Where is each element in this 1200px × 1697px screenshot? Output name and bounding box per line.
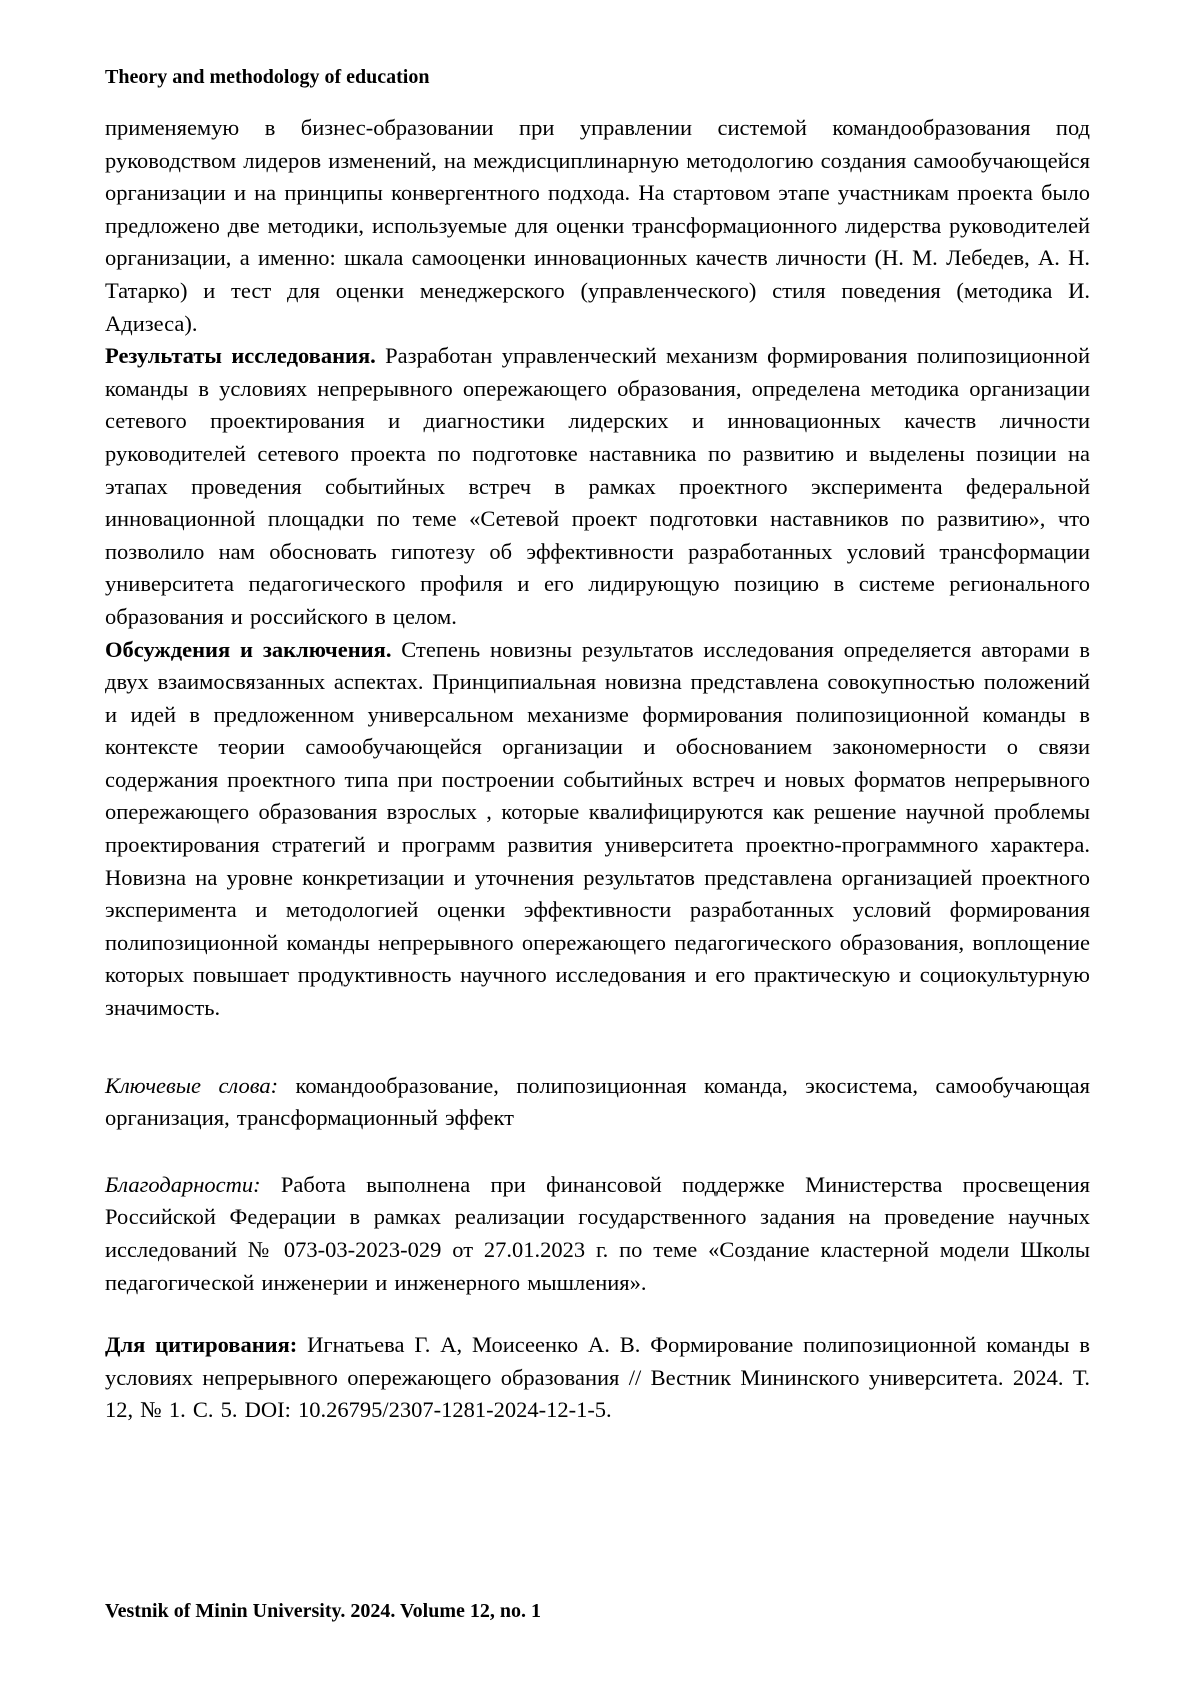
discussion-paragraph: [105, 634, 1090, 1025]
acknowledgments-label: Благодарности:: [105, 1171, 281, 1197]
acknowledgments-text: Работа выполнена при финансовой поддержке Министерства просвещения Российской Федерации в рамках реализации государственного задания на проведение научных исследований № 073-03-2023-029 от 27.01.2023 г. по теме «Создание кластерной модели Школы педагогической инженерии и инженерного мышления».: [105, 1171, 1090, 1295]
citation-text: Игнатьева Г. А, Моисеенко А. В. Формирование полипозиционной команды в условиях непрерывного опережающего образования // Вестник Мининского университета. 2024. Т. 12, № 1. С. 5. DOI: 10.26795/2307-1281-2024-12-1-5.: [105, 1332, 1090, 1423]
page-footer: Vestnik of Minin University. 2024. Volume 12, no. 1: [105, 1600, 541, 1622]
citation-paragraph: [105, 1329, 1090, 1427]
acknowledgments-paragraph: [105, 1169, 1090, 1299]
document-page: [105, 0, 1090, 1697]
results-heading: Результаты исследования.: [105, 343, 386, 369]
abstract-continuation-paragraph: [105, 112, 1090, 340]
keywords-text: командообразование, полипозиционная команда, экосистема, самообучающая организация, трансформационный эффект: [105, 1072, 1090, 1131]
keywords-paragraph: [105, 1070, 1090, 1135]
keywords-label: Ключевые слова:: [105, 1072, 296, 1098]
discussion-text: Степень новизны результатов исследования определяется авторами в двух взаимосвязанных аспектах. Принципиальная новизна представлена совокупностью положений и идей в предложенном универсальном механизме формирования полипозиционной команды в контексте теории самообучающейся организации и обоснованием закономерности о связи содержания проектного типа при построении событийных встреч и новых форматов непрерывного опережающего образования взрослых , которые квалифицируются как решение научной проблемы проектирования стратегий и программ развития университета проектно-программного характера. Новизна на уровне конкретизации и уточнения результатов представлена организацией проектного эксперимента и методологией оценки эффективности разработанных условий формирования полипозиционной команды непрерывного опережающего педагогического образования, воплощение которых повышает продуктивность научного исследования и его практическую и социокультурную значимость.: [105, 636, 1090, 1021]
results-text: Разработан управленческий механизм формирования полипозиционной команды в условиях непрерывного опережающего образования, определена методика организации сетевого проектирования и диагностики лидерских и инновационных качеств личности руководителей сетевого проекта по подготовке наставника по развитию и выделены позиции на этапах проведения событийных встреч в рамках проектного эксперимента федеральной инновационной площадки по теме «Сетевой проект подготовки наставников по развитию», что позволило нам обосновать гипотезу об эффективности разработанных условий трансформации университета педагогического профиля и его лидирующую позицию в системе регионального образования и российского в целом.: [105, 343, 1091, 629]
abstract-body: [105, 112, 1090, 1427]
discussion-heading: Обсуждения и заключения.: [105, 636, 402, 662]
running-head: Theory and methodology of education: [105, 66, 430, 88]
citation-label: Для цитирования:: [105, 1332, 308, 1358]
abstract-continuation-text: применяемую в бизнес-образовании при управлении системой командообразования под руководством лидеров изменений, на междисциплинарную методологию создания самообучающейся организации и на принципы конвергентного подхода. На стартовом этапе участникам проекта было предложено две методики, используемые для оценки трансформационного лидерства руководителей организации, а именно: шкала самооценки инновационных качеств личности (Н. М. Лебедев, А. Н. Татарко) и тест для оценки менеджерского (управленческого) стиля поведения (методика И. Адизеса).: [105, 115, 1090, 336]
results-paragraph: [105, 340, 1090, 633]
